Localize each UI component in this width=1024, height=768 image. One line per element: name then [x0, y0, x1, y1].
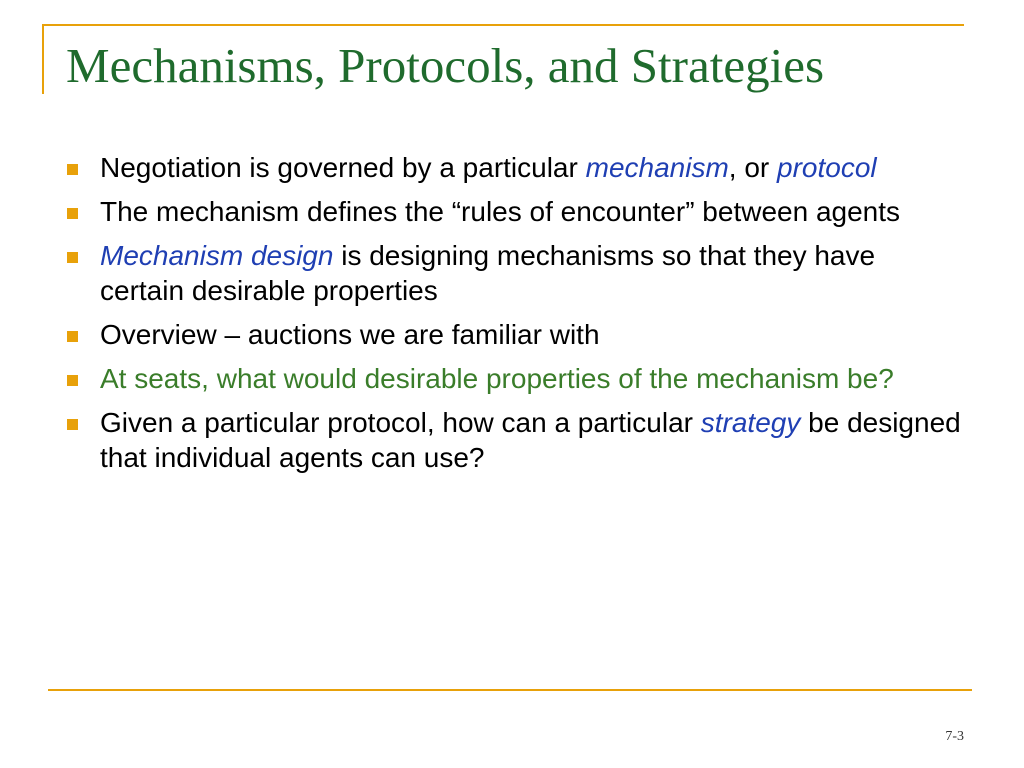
bullet-text: be designed that individual agents can use? — [100, 407, 961, 473]
slide-number: 7-3 — [945, 729, 964, 744]
bullet-text: Overview – auctions we are familiar with — [100, 319, 600, 350]
square-bullet-icon — [67, 164, 78, 175]
bullet-strategy — [66, 405, 966, 475]
bullet-text: is designing mechanisms so that they have certain desirable properties — [100, 240, 876, 306]
question-text: At seats, what would desirable properties of the mechanism be? — [100, 363, 894, 394]
bullet-question — [66, 361, 966, 396]
bottom-rule — [48, 689, 972, 691]
bullet-text: Negotiation is governed by a particular — [100, 152, 586, 183]
square-bullet-icon — [67, 252, 78, 263]
top-rule — [42, 24, 964, 26]
term-mechanism: mechanism — [585, 152, 729, 183]
square-bullet-icon — [67, 208, 78, 219]
square-bullet-icon — [67, 375, 78, 386]
bullet-rules-of-encounter — [66, 194, 966, 229]
bullet-text: , or — [728, 152, 778, 183]
bullet-mechanism-design — [66, 238, 966, 308]
bullet-overview — [66, 317, 966, 352]
bullet-list — [66, 150, 966, 484]
left-rule — [42, 24, 44, 94]
square-bullet-icon — [67, 419, 78, 430]
slide-title: Mechanisms, Protocols, and Strategies — [66, 38, 825, 93]
square-bullet-icon — [67, 331, 78, 342]
bullet-negotiation — [66, 150, 966, 185]
term-mechanism-design: Mechanism design — [100, 240, 334, 271]
bullet-text: Given a particular protocol, how can a particular — [100, 407, 701, 438]
bullet-text: The mechanism defines the “rules of encounter” between agents — [100, 196, 901, 227]
term-strategy: strategy — [700, 407, 801, 438]
term-protocol: protocol — [777, 152, 877, 183]
